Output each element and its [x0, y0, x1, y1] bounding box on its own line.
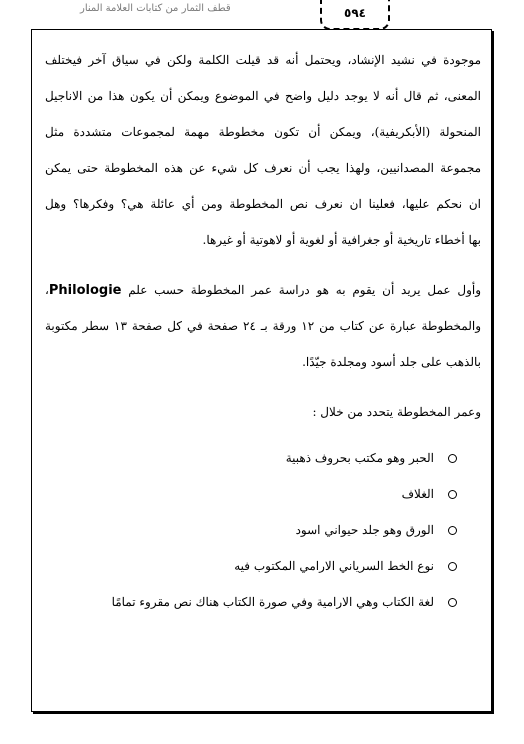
circle-bullet-icon	[448, 526, 457, 535]
text-segment: ،	[45, 283, 49, 297]
list-item	[45, 548, 457, 584]
list-item-text: الغلاف	[401, 487, 434, 501]
book-title-header: قطف الثمار من كتابات العلامة المنار	[80, 3, 231, 14]
text-line: موجودة في نشيد الإنشاد، ويحتمل أنه قد قيلت الكلمة ولكن في سياق آخر فيختلف	[45, 53, 481, 67]
text-line: المنحولة (الأبكريفية)، ويمكن أن تكون مخطوطة مهمة لمجموعات متشددة مثل	[45, 125, 481, 139]
text-line: بها أخطاء تاريخية أو جغرافية أو لغوية أو لاهوتية أو غيرها.	[202, 233, 481, 247]
text-line: بالذهب على جلد أسود ومجلدة جيّدًا.	[302, 355, 481, 369]
list-item	[45, 476, 457, 512]
circle-bullet-icon	[448, 454, 457, 463]
criteria-list	[45, 440, 457, 620]
text-line-philologie	[45, 272, 481, 308]
text-line: ان نحكم عليها، فعلينا ان نعرف نص المخطوطة ومن أي عائلة هي؟ وفكرها؟ وهل	[45, 197, 481, 211]
list-item	[45, 512, 457, 548]
circle-bullet-icon	[448, 490, 457, 499]
list-item-text: الحبر وهو مكتب بحروف ذهبية	[285, 451, 434, 465]
text-line: والمخطوطة عبارة عن كتاب من ١٢ ورقة بـ ٢٤ صفحة في كل صفحة ١٣ سطر مكتوبة	[45, 319, 481, 333]
list-item	[45, 584, 457, 620]
philologie-term: Philologie	[48, 283, 122, 298]
list-item-text: لغة الكتاب وهي الارامية وفي صورة الكتاب هناك نص مقروء تمامًا	[111, 595, 434, 609]
text-line: مجموعة المصدانيين، ولهذا يجب أن نعرف كل شيء عن هذه المخطوطة حتى يمكن	[45, 161, 481, 175]
page-number: ٥٩٤	[320, 0, 390, 30]
list-item	[45, 440, 457, 476]
list-item-text: نوع الخط السرياني الارامي المكتوب فيه	[234, 559, 434, 573]
text-line: المعنى، ثم قال أنه لا يوجد دليل واضح في الموضوع ويمكن أن يكون هذا من الاناجيل	[45, 89, 481, 103]
list-intro: وعمر المخطوطة يتحدد من خلال :	[312, 405, 481, 419]
list-item-text: الورق وهو جلد حيواني اسود	[295, 523, 434, 537]
text-segment: وأول عمل يريد أن يقوم به هو دراسة عمر المخطوطة حسب علم	[128, 283, 481, 297]
circle-bullet-icon	[448, 562, 457, 571]
body-text	[45, 42, 481, 430]
circle-bullet-icon	[448, 598, 457, 607]
